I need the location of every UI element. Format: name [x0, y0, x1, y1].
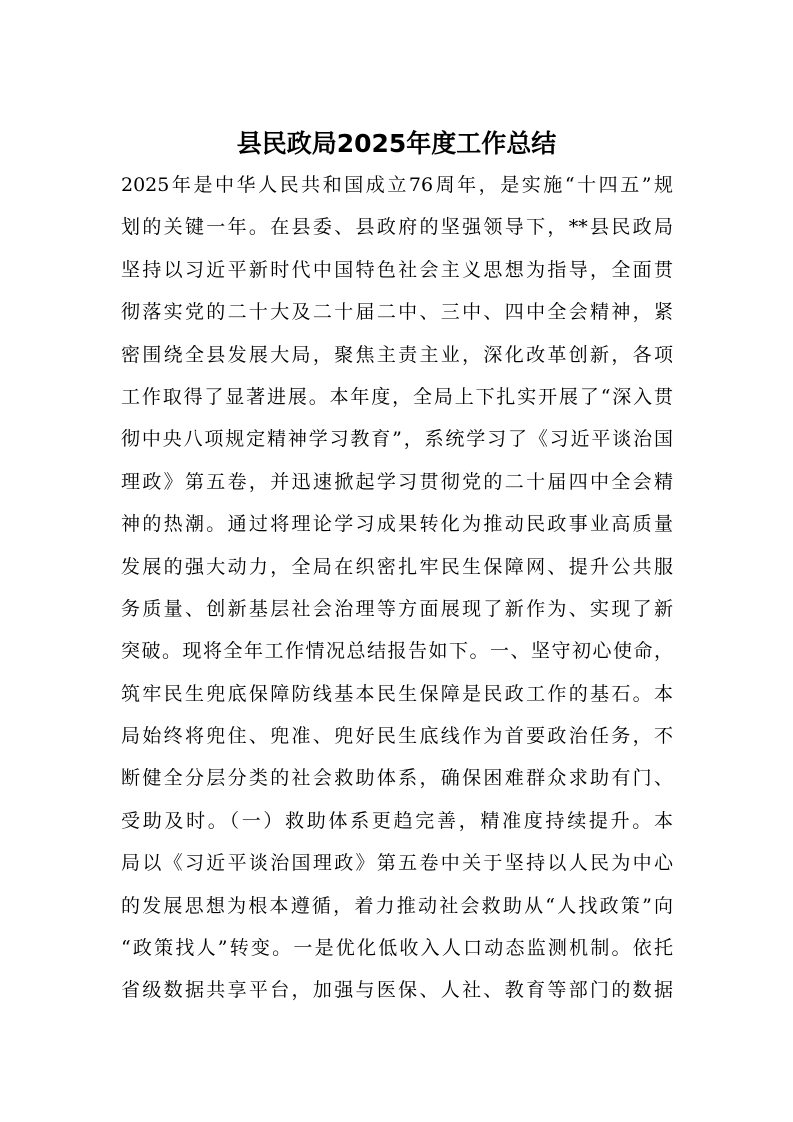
body-line: 断健全分层分类的社会救助体系，确保困难群众求助有门、	[121, 767, 673, 790]
body-line: 受助及时。（一）救助体系更趋完善，精准度持续提升。本	[121, 809, 673, 832]
body-line: 筑牢民生兜底保障防线基本民生保障是民政工作的基石。本	[121, 682, 673, 705]
document-title: 县民政局2025年度工作总结	[236, 129, 557, 158]
body-line: 彻中央八项规定精神学习教育”，系统学习了《习近平谈治国	[121, 428, 673, 451]
body-line: 突破。现将全年工作情况总结报告如下。一、坚守初心使命，	[121, 640, 673, 663]
body-line: 坚持以习近平新时代中国特色社会主义思想为指导，全面贯	[121, 258, 673, 281]
body-line: 神的热潮。通过将理论学习成果转化为推动民政事业高质量	[121, 513, 673, 536]
body-line: 划的关键一年。在县委、县政府的坚强领导下，**县民政局	[121, 216, 673, 239]
body-line: 省级数据共享平台，加强与医保、人社、教育等部门的数据	[121, 979, 673, 1002]
body-line: 的发展思想为根本遵循，着力推动社会救助从“人找政策”向	[121, 894, 673, 917]
body-line: 务质量、创新基层社会治理等方面展现了新作为、实现了新	[121, 597, 673, 620]
body-line: 发展的强大动力，全局在织密扎牢民生保障网、提升公共服	[121, 555, 673, 578]
body-line: 2025年是中华人民共和国成立76周年，是实施“十四五”规	[121, 174, 673, 196]
body-line: 局以《习近平谈治国理政》第五卷中关于坚持以人民为中心	[121, 852, 673, 875]
body-line: 密围绕全县发展大局，聚焦主责主业，深化改革创新，各项	[121, 343, 673, 366]
document-body	[121, 164, 673, 1012]
body-line: 工作取得了显著进展。本年度，全局上下扎实开展了“深入贯	[121, 385, 673, 408]
body-line: “政策找人”转变。一是优化低收入人口动态监测机制。依托	[121, 937, 673, 960]
body-line: 理政》第五卷，并迅速掀起学习贯彻党的二十届四中全会精	[121, 470, 673, 493]
body-line: 彻落实党的二十大及二十届二中、三中、四中全会精神，紧	[121, 301, 673, 324]
body-line: 局始终将兜住、兜准、兜好民生底线作为首要政治任务，不	[121, 725, 673, 748]
